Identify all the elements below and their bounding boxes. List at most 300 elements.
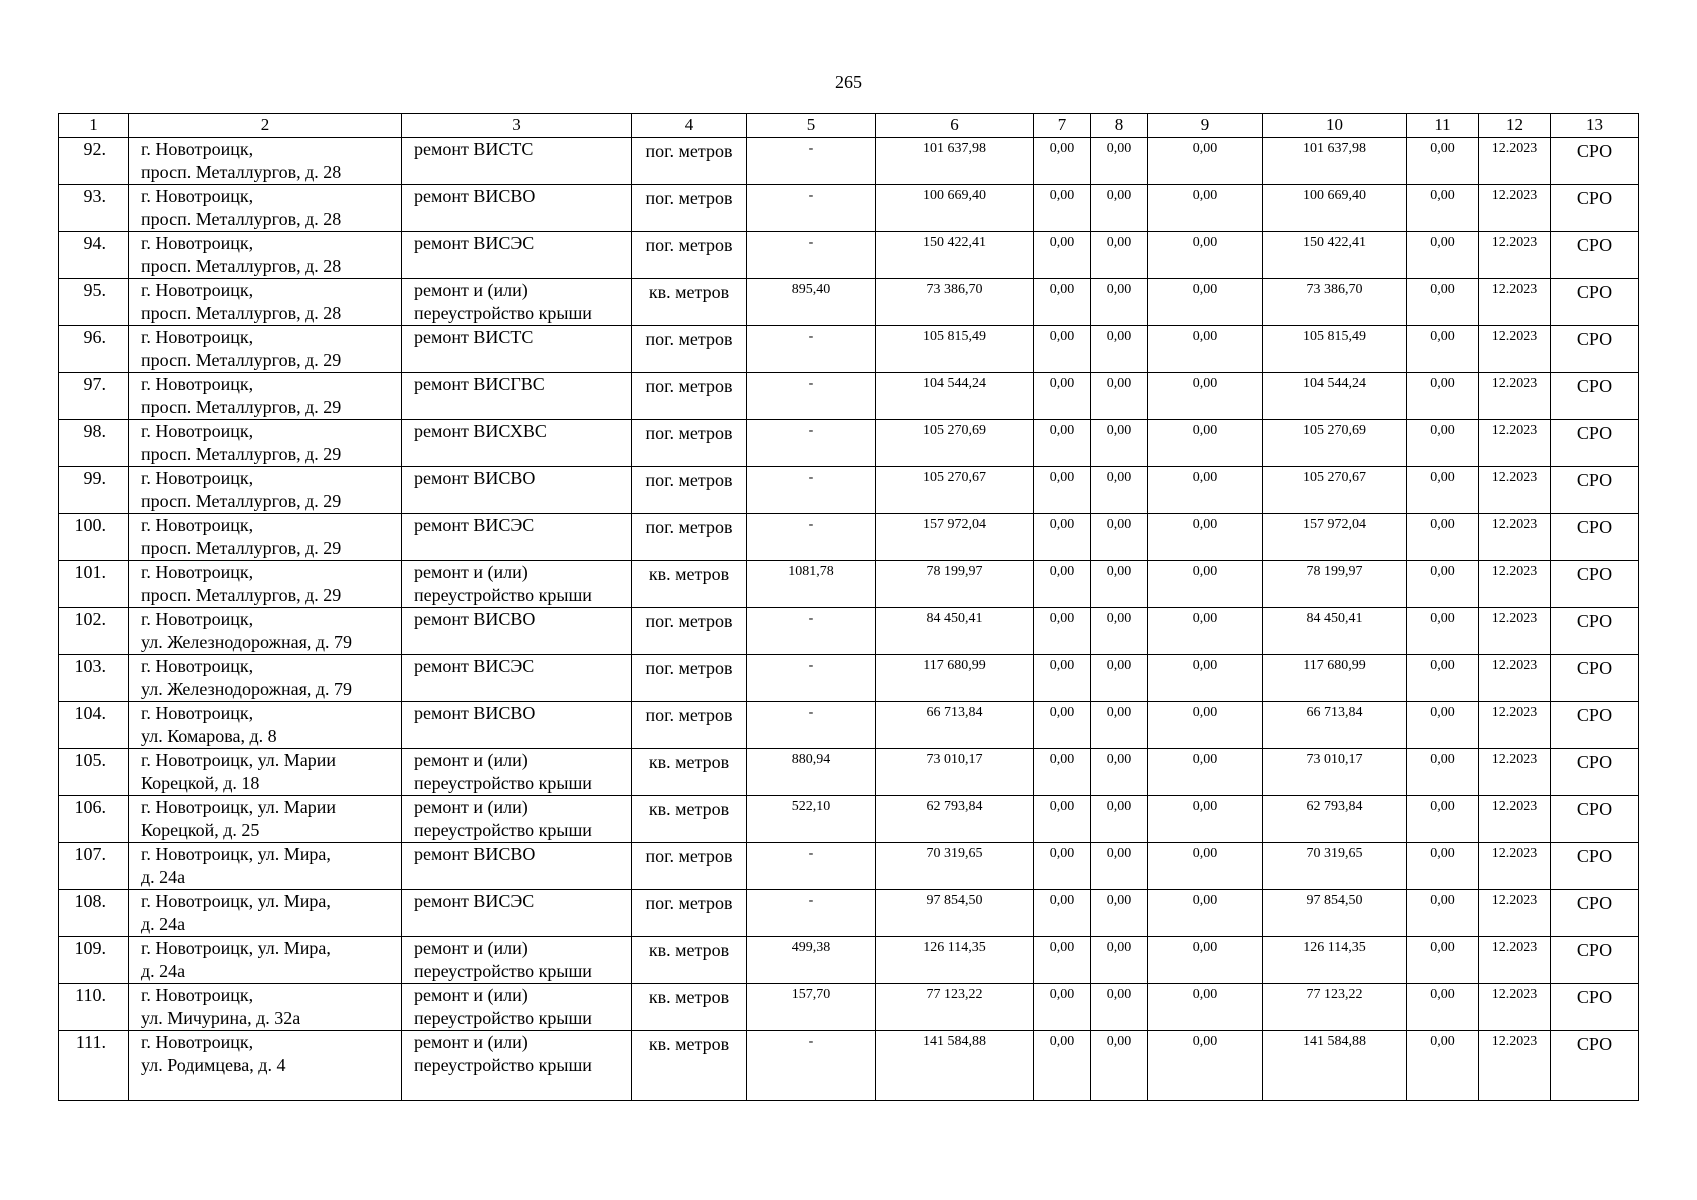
column-number-header: 2 xyxy=(129,114,402,138)
quantity-cell: - xyxy=(747,467,876,514)
address-line-2: Корецкой, д. 18 xyxy=(141,773,260,793)
address-cell xyxy=(129,232,402,279)
address-cell xyxy=(129,608,402,655)
unit-cell: пог. метров xyxy=(632,702,747,749)
source-cell: СРО xyxy=(1551,608,1639,655)
column-8-cell: 0,00 xyxy=(1091,514,1148,561)
table-row xyxy=(59,702,1639,749)
column-8-cell: 0,00 xyxy=(1091,843,1148,890)
column-9-cell: 0,00 xyxy=(1148,702,1263,749)
unit-cell: кв. метров xyxy=(632,279,747,326)
column-9-cell: 0,00 xyxy=(1148,937,1263,984)
address-line-2: д. 24а xyxy=(141,914,186,934)
address-line-1: г. Новотроицк, xyxy=(141,374,254,394)
work-type-cell xyxy=(402,561,632,608)
column-7-cell: 0,00 xyxy=(1034,890,1091,937)
work-type-line-1: ремонт ВИСГВС xyxy=(414,374,545,394)
quantity-cell: 895,40 xyxy=(747,279,876,326)
quantity-cell: - xyxy=(747,655,876,702)
column-9-cell: 0,00 xyxy=(1148,984,1263,1031)
column-number-header: 10 xyxy=(1263,114,1407,138)
column-8-cell: 0,00 xyxy=(1091,749,1148,796)
row-number-cell: 100. xyxy=(59,514,129,561)
address-line-1: г. Новотроицк, xyxy=(141,139,254,159)
column-9-cell: 0,00 xyxy=(1148,843,1263,890)
header-row xyxy=(59,114,1639,138)
address-line-1: г. Новотроицк, ул. Мира, xyxy=(141,891,331,911)
row-number-cell: 95. xyxy=(59,279,129,326)
column-11-cell: 0,00 xyxy=(1407,890,1479,937)
column-8-cell: 0,00 xyxy=(1091,467,1148,514)
column-11-cell: 0,00 xyxy=(1407,655,1479,702)
cost-total-cell: 70 319,65 xyxy=(876,843,1034,890)
address-line-2: просп. Металлургов, д. 28 xyxy=(141,162,342,182)
column-11-cell: 0,00 xyxy=(1407,373,1479,420)
column-10-cell: 78 199,97 xyxy=(1263,561,1407,608)
column-8-cell: 0,00 xyxy=(1091,420,1148,467)
column-7-cell: 0,00 xyxy=(1034,843,1091,890)
work-type-line-1: ремонт ВИСВО xyxy=(414,844,536,864)
table-row xyxy=(59,749,1639,796)
address-line-2: просп. Металлургов, д. 29 xyxy=(141,397,342,417)
source-cell: СРО xyxy=(1551,749,1639,796)
quantity-cell: 522,10 xyxy=(747,796,876,843)
address-line-2: ул. Комарова, д. 8 xyxy=(141,726,277,746)
page-number: 265 xyxy=(835,72,862,92)
row-number-cell: 97. xyxy=(59,373,129,420)
column-7-cell: 0,00 xyxy=(1034,420,1091,467)
column-8-cell: 0,00 xyxy=(1091,561,1148,608)
date-cell: 12.2023 xyxy=(1479,702,1551,749)
row-number-cell: 110. xyxy=(59,984,129,1031)
address-line-1: г. Новотроицк, ул. Марии xyxy=(141,750,337,770)
cost-total-cell: 105 815,49 xyxy=(876,326,1034,373)
table-row xyxy=(59,326,1639,373)
date-cell: 12.2023 xyxy=(1479,890,1551,937)
work-type-cell xyxy=(402,467,632,514)
column-number-header: 11 xyxy=(1407,114,1479,138)
column-9-cell: 0,00 xyxy=(1148,1031,1263,1101)
column-number-header: 7 xyxy=(1034,114,1091,138)
address-cell xyxy=(129,796,402,843)
column-11-cell: 0,00 xyxy=(1407,279,1479,326)
column-9-cell: 0,00 xyxy=(1148,561,1263,608)
column-7-cell: 0,00 xyxy=(1034,232,1091,279)
date-cell: 12.2023 xyxy=(1479,1031,1551,1101)
address-cell xyxy=(129,655,402,702)
works-table xyxy=(58,113,1639,1101)
source-cell: СРО xyxy=(1551,467,1639,514)
date-cell: 12.2023 xyxy=(1479,937,1551,984)
address-cell xyxy=(129,1031,402,1101)
address-cell xyxy=(129,185,402,232)
column-9-cell: 0,00 xyxy=(1148,138,1263,185)
address-line-1: г. Новотроицк, xyxy=(141,1032,254,1052)
address-line-2: д. 24а xyxy=(141,961,186,981)
row-number-cell: 105. xyxy=(59,749,129,796)
cost-total-cell: 84 450,41 xyxy=(876,608,1034,655)
address-cell xyxy=(129,279,402,326)
unit-cell: пог. метров xyxy=(632,655,747,702)
address-line-1: г. Новотроицк, xyxy=(141,515,254,535)
column-7-cell: 0,00 xyxy=(1034,608,1091,655)
date-cell: 12.2023 xyxy=(1479,796,1551,843)
quantity-cell: - xyxy=(747,608,876,655)
work-type-line-1: ремонт ВИСТС xyxy=(414,139,534,159)
address-cell xyxy=(129,138,402,185)
cost-total-cell: 66 713,84 xyxy=(876,702,1034,749)
quantity-cell: - xyxy=(747,326,876,373)
work-type-cell xyxy=(402,326,632,373)
work-type-line-1: ремонт и (или) xyxy=(414,985,528,1005)
cost-total-cell: 100 669,40 xyxy=(876,185,1034,232)
quantity-cell: 880,94 xyxy=(747,749,876,796)
table-row xyxy=(59,1031,1639,1101)
table-row xyxy=(59,984,1639,1031)
address-line-1: г. Новотроицк, xyxy=(141,562,254,582)
column-10-cell: 105 270,69 xyxy=(1263,420,1407,467)
date-cell: 12.2023 xyxy=(1479,185,1551,232)
source-cell: СРО xyxy=(1551,138,1639,185)
source-cell: СРО xyxy=(1551,1031,1639,1101)
source-cell: СРО xyxy=(1551,702,1639,749)
column-9-cell: 0,00 xyxy=(1148,326,1263,373)
unit-cell: пог. метров xyxy=(632,467,747,514)
date-cell: 12.2023 xyxy=(1479,420,1551,467)
column-11-cell: 0,00 xyxy=(1407,561,1479,608)
column-8-cell: 0,00 xyxy=(1091,984,1148,1031)
address-line-1: г. Новотроицк, ул. Мира, xyxy=(141,844,331,864)
work-type-line-1: ремонт ВИСВО xyxy=(414,186,536,206)
work-type-line-1: ремонт и (или) xyxy=(414,280,528,300)
column-7-cell: 0,00 xyxy=(1034,561,1091,608)
column-9-cell: 0,00 xyxy=(1148,890,1263,937)
work-type-cell xyxy=(402,1031,632,1101)
table-row xyxy=(59,279,1639,326)
column-10-cell: 84 450,41 xyxy=(1263,608,1407,655)
address-cell xyxy=(129,984,402,1031)
address-line-2: просп. Металлургов, д. 29 xyxy=(141,444,342,464)
unit-cell: кв. метров xyxy=(632,937,747,984)
address-cell xyxy=(129,514,402,561)
column-10-cell: 73 386,70 xyxy=(1263,279,1407,326)
cost-total-cell: 126 114,35 xyxy=(876,937,1034,984)
work-type-line-2: переустройство крыши xyxy=(414,1055,592,1075)
column-11-cell: 0,00 xyxy=(1407,796,1479,843)
column-8-cell: 0,00 xyxy=(1091,185,1148,232)
column-8-cell: 0,00 xyxy=(1091,326,1148,373)
address-line-2: просп. Металлургов, д. 28 xyxy=(141,303,342,323)
column-7-cell: 0,00 xyxy=(1034,984,1091,1031)
column-11-cell: 0,00 xyxy=(1407,984,1479,1031)
row-number-cell: 94. xyxy=(59,232,129,279)
column-9-cell: 0,00 xyxy=(1148,796,1263,843)
column-8-cell: 0,00 xyxy=(1091,796,1148,843)
row-number-cell: 111. xyxy=(59,1031,129,1101)
address-line-1: г. Новотроицк, xyxy=(141,280,254,300)
unit-cell: пог. метров xyxy=(632,326,747,373)
work-type-line-1: ремонт ВИСВО xyxy=(414,468,536,488)
row-number-cell: 106. xyxy=(59,796,129,843)
address-line-2: просп. Металлургов, д. 29 xyxy=(141,538,342,558)
unit-cell: кв. метров xyxy=(632,749,747,796)
work-type-line-1: ремонт ВИСЭС xyxy=(414,891,535,911)
column-10-cell: 126 114,35 xyxy=(1263,937,1407,984)
column-7-cell: 0,00 xyxy=(1034,373,1091,420)
source-cell: СРО xyxy=(1551,796,1639,843)
source-cell: СРО xyxy=(1551,326,1639,373)
column-11-cell: 0,00 xyxy=(1407,326,1479,373)
unit-cell: пог. метров xyxy=(632,608,747,655)
column-7-cell: 0,00 xyxy=(1034,749,1091,796)
work-type-line-1: ремонт ВИСЭС xyxy=(414,656,535,676)
unit-cell: пог. метров xyxy=(632,420,747,467)
quantity-cell: 1081,78 xyxy=(747,561,876,608)
date-cell: 12.2023 xyxy=(1479,608,1551,655)
column-10-cell: 66 713,84 xyxy=(1263,702,1407,749)
table-body xyxy=(59,114,1639,1101)
column-10-cell: 101 637,98 xyxy=(1263,138,1407,185)
date-cell: 12.2023 xyxy=(1479,232,1551,279)
column-9-cell: 0,00 xyxy=(1148,655,1263,702)
date-cell: 12.2023 xyxy=(1479,843,1551,890)
column-9-cell: 0,00 xyxy=(1148,420,1263,467)
row-number-cell: 96. xyxy=(59,326,129,373)
quantity-cell: - xyxy=(747,514,876,561)
work-type-line-1: ремонт ВИСЭС xyxy=(414,515,535,535)
address-line-2: просп. Металлургов, д. 29 xyxy=(141,350,342,370)
column-8-cell: 0,00 xyxy=(1091,1031,1148,1101)
column-10-cell: 104 544,24 xyxy=(1263,373,1407,420)
column-8-cell: 0,00 xyxy=(1091,890,1148,937)
unit-cell: кв. метров xyxy=(632,984,747,1031)
address-cell xyxy=(129,843,402,890)
cost-total-cell: 73 010,17 xyxy=(876,749,1034,796)
date-cell: 12.2023 xyxy=(1479,655,1551,702)
column-number-header: 6 xyxy=(876,114,1034,138)
work-type-line-1: ремонт ВИСВО xyxy=(414,609,536,629)
cost-total-cell: 141 584,88 xyxy=(876,1031,1034,1101)
address-line-1: г. Новотроицк, xyxy=(141,656,254,676)
quantity-cell: 499,38 xyxy=(747,937,876,984)
row-number-cell: 109. xyxy=(59,937,129,984)
column-10-cell: 70 319,65 xyxy=(1263,843,1407,890)
source-cell: СРО xyxy=(1551,843,1639,890)
table-row xyxy=(59,232,1639,279)
source-cell: СРО xyxy=(1551,890,1639,937)
column-10-cell: 150 422,41 xyxy=(1263,232,1407,279)
unit-cell: кв. метров xyxy=(632,1031,747,1101)
address-cell xyxy=(129,326,402,373)
date-cell: 12.2023 xyxy=(1479,326,1551,373)
work-type-line-1: ремонт и (или) xyxy=(414,1032,528,1052)
cost-total-cell: 150 422,41 xyxy=(876,232,1034,279)
row-number-cell: 99. xyxy=(59,467,129,514)
address-line-1: г. Новотроицк, xyxy=(141,327,254,347)
work-type-line-2: переустройство крыши xyxy=(414,303,592,323)
unit-cell: кв. метров xyxy=(632,796,747,843)
table-row xyxy=(59,655,1639,702)
address-line-1: г. Новотроицк, xyxy=(141,985,254,1005)
quantity-cell: - xyxy=(747,373,876,420)
column-8-cell: 0,00 xyxy=(1091,937,1148,984)
table-row xyxy=(59,138,1639,185)
column-9-cell: 0,00 xyxy=(1148,467,1263,514)
column-11-cell: 0,00 xyxy=(1407,937,1479,984)
address-line-2: Корецкой, д. 25 xyxy=(141,820,260,840)
cost-total-cell: 97 854,50 xyxy=(876,890,1034,937)
cost-total-cell: 104 544,24 xyxy=(876,373,1034,420)
source-cell: СРО xyxy=(1551,185,1639,232)
row-number-cell: 102. xyxy=(59,608,129,655)
column-7-cell: 0,00 xyxy=(1034,796,1091,843)
column-7-cell: 0,00 xyxy=(1034,702,1091,749)
column-9-cell: 0,00 xyxy=(1148,608,1263,655)
column-11-cell: 0,00 xyxy=(1407,514,1479,561)
work-type-line-1: ремонт и (или) xyxy=(414,938,528,958)
work-type-line-2: переустройство крыши xyxy=(414,1008,592,1028)
column-8-cell: 0,00 xyxy=(1091,279,1148,326)
column-10-cell: 62 793,84 xyxy=(1263,796,1407,843)
date-cell: 12.2023 xyxy=(1479,984,1551,1031)
work-type-line-2: переустройство крыши xyxy=(414,773,592,793)
date-cell: 12.2023 xyxy=(1479,749,1551,796)
work-type-cell xyxy=(402,608,632,655)
row-number-cell: 103. xyxy=(59,655,129,702)
row-number-cell: 108. xyxy=(59,890,129,937)
address-cell xyxy=(129,702,402,749)
column-10-cell: 105 815,49 xyxy=(1263,326,1407,373)
table-row xyxy=(59,185,1639,232)
work-type-cell xyxy=(402,373,632,420)
column-9-cell: 0,00 xyxy=(1148,749,1263,796)
work-type-line-2: переустройство крыши xyxy=(414,820,592,840)
table-row xyxy=(59,843,1639,890)
address-line-2: ул. Железнодорожная, д. 79 xyxy=(141,679,353,699)
table-row xyxy=(59,514,1639,561)
date-cell: 12.2023 xyxy=(1479,467,1551,514)
work-type-line-1: ремонт ВИСТС xyxy=(414,327,534,347)
cost-total-cell: 105 270,69 xyxy=(876,420,1034,467)
source-cell: СРО xyxy=(1551,514,1639,561)
address-line-1: г. Новотроицк, xyxy=(141,703,254,723)
source-cell: СРО xyxy=(1551,655,1639,702)
address-line-2: ул. Родимцева, д. 4 xyxy=(141,1055,286,1075)
column-number-header: 1 xyxy=(59,114,129,138)
address-line-2: просп. Металлургов, д. 28 xyxy=(141,256,342,276)
quantity-cell: - xyxy=(747,890,876,937)
work-type-cell xyxy=(402,655,632,702)
unit-cell: пог. метров xyxy=(632,514,747,561)
work-type-cell xyxy=(402,279,632,326)
address-line-1: г. Новотроицк, xyxy=(141,609,254,629)
address-line-2: ул. Железнодорожная, д. 79 xyxy=(141,632,353,652)
column-7-cell: 0,00 xyxy=(1034,1031,1091,1101)
address-cell xyxy=(129,467,402,514)
column-7-cell: 0,00 xyxy=(1034,655,1091,702)
cost-total-cell: 78 199,97 xyxy=(876,561,1034,608)
row-number-cell: 101. xyxy=(59,561,129,608)
table-row xyxy=(59,467,1639,514)
column-7-cell: 0,00 xyxy=(1034,514,1091,561)
work-type-cell xyxy=(402,796,632,843)
address-line-1: г. Новотроицк, xyxy=(141,421,254,441)
date-cell: 12.2023 xyxy=(1479,279,1551,326)
column-11-cell: 0,00 xyxy=(1407,1031,1479,1101)
work-type-cell xyxy=(402,702,632,749)
quantity-cell: - xyxy=(747,702,876,749)
address-cell xyxy=(129,890,402,937)
address-line-2: просп. Металлургов, д. 29 xyxy=(141,491,342,511)
address-line-1: г. Новотроицк, xyxy=(141,468,254,488)
unit-cell: кв. метров xyxy=(632,561,747,608)
cost-total-cell: 62 793,84 xyxy=(876,796,1034,843)
source-cell: СРО xyxy=(1551,561,1639,608)
address-cell xyxy=(129,749,402,796)
column-10-cell: 100 669,40 xyxy=(1263,185,1407,232)
work-type-cell xyxy=(402,890,632,937)
column-number-header: 5 xyxy=(747,114,876,138)
row-number-cell: 107. xyxy=(59,843,129,890)
source-cell: СРО xyxy=(1551,373,1639,420)
column-9-cell: 0,00 xyxy=(1148,232,1263,279)
work-type-line-2: переустройство крыши xyxy=(414,961,592,981)
column-8-cell: 0,00 xyxy=(1091,373,1148,420)
column-number-header: 13 xyxy=(1551,114,1639,138)
source-cell: СРО xyxy=(1551,937,1639,984)
column-number-header: 9 xyxy=(1148,114,1263,138)
cost-total-cell: 117 680,99 xyxy=(876,655,1034,702)
column-number-header: 3 xyxy=(402,114,632,138)
table-row xyxy=(59,373,1639,420)
work-type-cell xyxy=(402,420,632,467)
column-11-cell: 0,00 xyxy=(1407,467,1479,514)
cost-total-cell: 73 386,70 xyxy=(876,279,1034,326)
work-type-cell xyxy=(402,185,632,232)
cost-total-cell: 77 123,22 xyxy=(876,984,1034,1031)
column-11-cell: 0,00 xyxy=(1407,843,1479,890)
row-number-cell: 92. xyxy=(59,138,129,185)
column-11-cell: 0,00 xyxy=(1407,185,1479,232)
address-cell xyxy=(129,373,402,420)
column-11-cell: 0,00 xyxy=(1407,420,1479,467)
column-10-cell: 157 972,04 xyxy=(1263,514,1407,561)
work-type-cell xyxy=(402,749,632,796)
address-line-2: д. 24а xyxy=(141,867,186,887)
column-9-cell: 0,00 xyxy=(1148,279,1263,326)
address-line-2: просп. Металлургов, д. 28 xyxy=(141,209,342,229)
column-11-cell: 0,00 xyxy=(1407,608,1479,655)
cost-total-cell: 105 270,67 xyxy=(876,467,1034,514)
work-type-line-1: ремонт ВИСЭС xyxy=(414,233,535,253)
work-type-line-1: ремонт и (или) xyxy=(414,797,528,817)
date-cell: 12.2023 xyxy=(1479,373,1551,420)
column-8-cell: 0,00 xyxy=(1091,655,1148,702)
column-number-header: 12 xyxy=(1479,114,1551,138)
date-cell: 12.2023 xyxy=(1479,514,1551,561)
quantity-cell: - xyxy=(747,185,876,232)
address-cell xyxy=(129,561,402,608)
column-7-cell: 0,00 xyxy=(1034,326,1091,373)
table-row xyxy=(59,608,1639,655)
date-cell: 12.2023 xyxy=(1479,561,1551,608)
unit-cell: пог. метров xyxy=(632,185,747,232)
source-cell: СРО xyxy=(1551,420,1639,467)
unit-cell: пог. метров xyxy=(632,373,747,420)
address-line-1: г. Новотроицк, ул. Мира, xyxy=(141,938,331,958)
work-type-cell xyxy=(402,514,632,561)
column-7-cell: 0,00 xyxy=(1034,467,1091,514)
